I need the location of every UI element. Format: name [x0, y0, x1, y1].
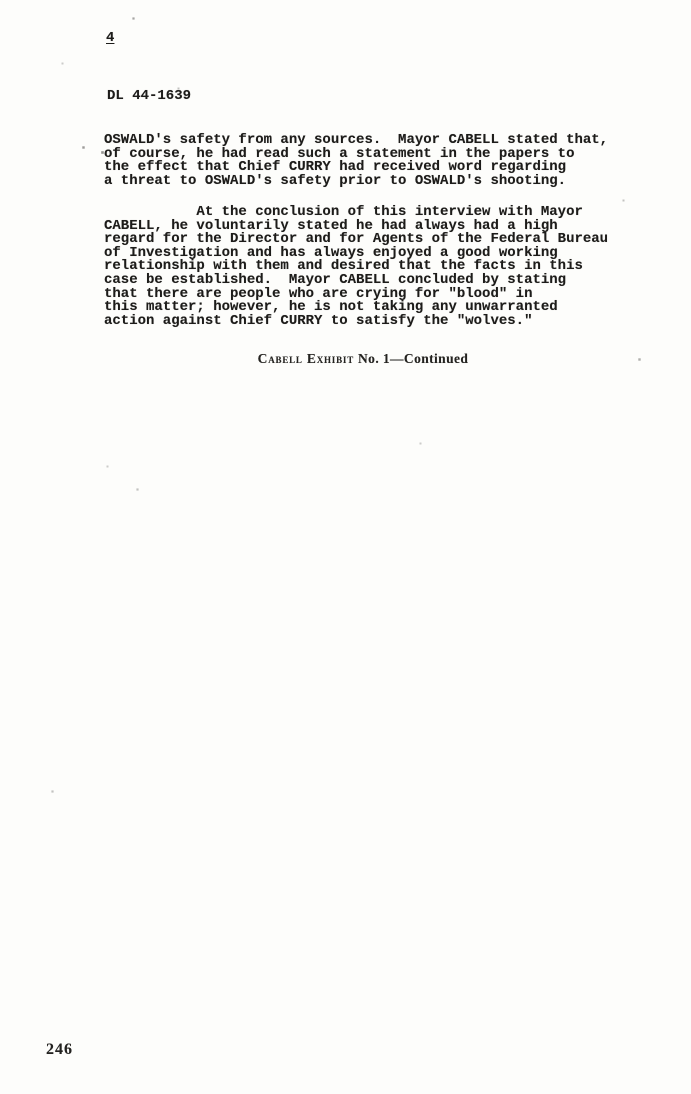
exhibit-caption-title: Cabell Exhibit	[257, 351, 355, 366]
paragraph-2-line: this matter; however, he is not taking any unwarranted	[104, 299, 558, 316]
paragraph-1-line: of course, he had read such a statement in the papers to	[104, 145, 575, 162]
file-number: DL 44-1639	[107, 88, 192, 104]
exhibit-caption-number: No. 1—Continued	[358, 351, 469, 366]
scan-speckles	[0, 0, 1, 1]
paragraph-2-line: regard for the Director and for Agents of the Federal Bureau	[104, 231, 609, 248]
paragraph-2-line: of Investigation and has always enjoyed a good working	[104, 244, 558, 261]
paragraph-2	[104, 206, 608, 328]
paragraph-2-line: that there are people who are crying for "blood" in	[104, 285, 533, 302]
paragraph-1-line: OSWALD's safety from any sources. Mayor CABELL stated that,	[104, 132, 609, 148]
paragraph-2-line: relationship with them and desired that the facts in this	[104, 258, 583, 275]
exhibit-caption	[105, 351, 621, 367]
paragraph-2-line: CABELL, he voluntarily stated he had always had a high	[104, 217, 558, 234]
page-label: 4	[106, 30, 115, 46]
paragraph-1-line: a threat to OSWALD's safety prior to OSWALD's shooting.	[104, 172, 567, 189]
paragraph-2-line: case be established. Mayor CABELL concluded by stating	[104, 271, 567, 288]
paragraph-1	[104, 134, 608, 188]
paragraph-2-line: At the conclusion of this interview with Mayor	[104, 204, 583, 220]
paragraph-1-line: the effect that Chief CURRY had received word regarding	[104, 159, 567, 176]
paragraph-2-line: action against Chief CURRY to satisfy the "wolves."	[104, 312, 533, 329]
footer-page-number: 246	[46, 1041, 73, 1058]
